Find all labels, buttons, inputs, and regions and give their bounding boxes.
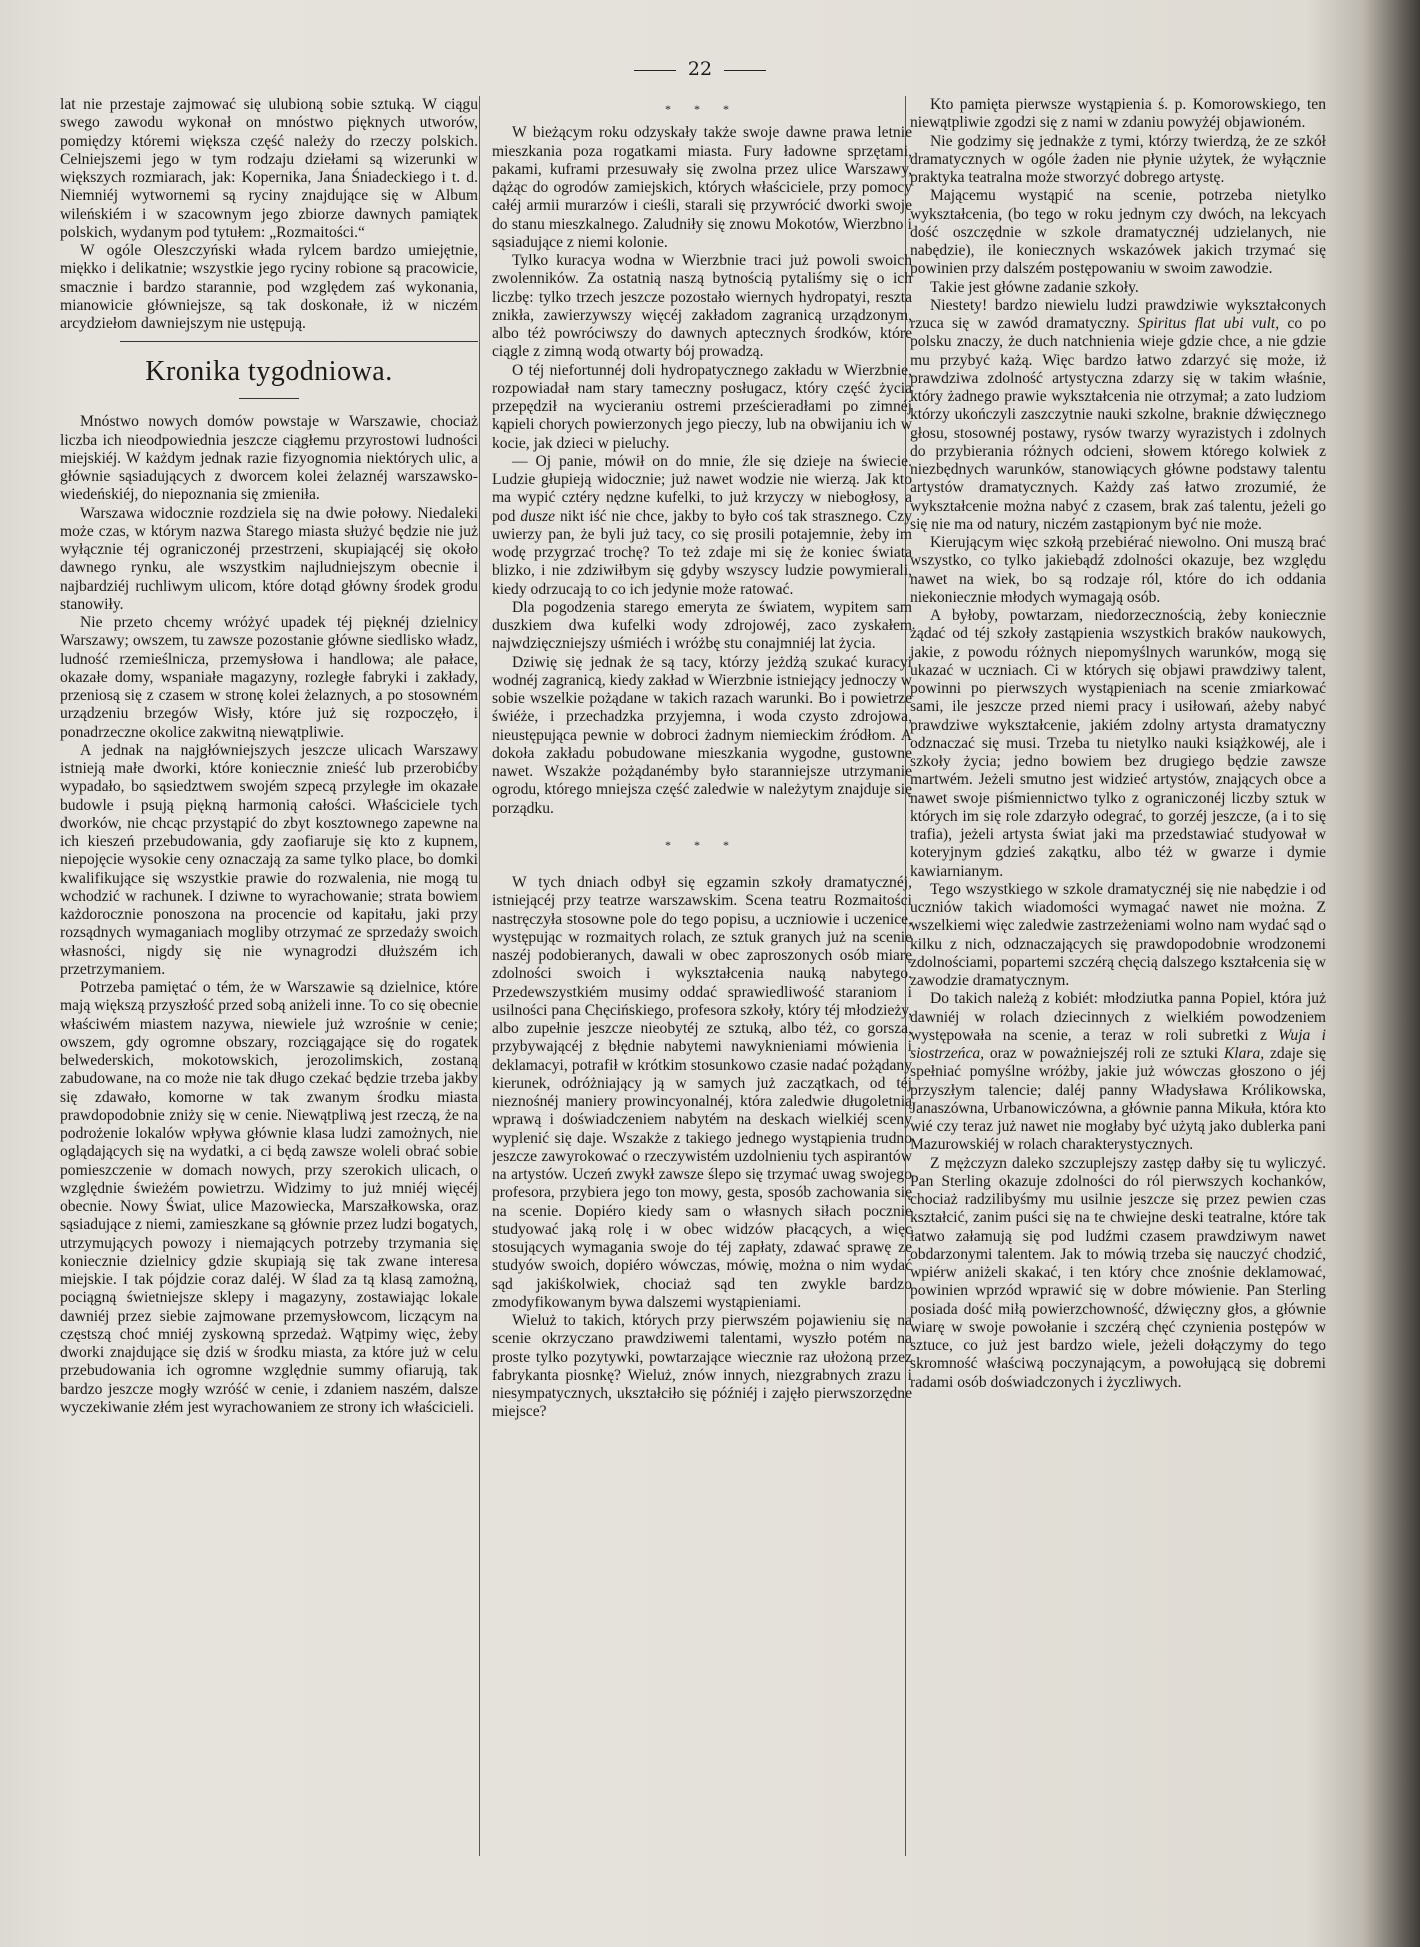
paragraph: A jednak na najgłówniejszych jeszcze ulicach Warszawy istnieją małe dworki, które koniecznie znieść lub przerobićby wypadało, bo sąsiedztwem swojém szpecą przyległe im okazałe budowle i psują piękną harmonią całości. Właściciele tych dworków, nie chcąc przystąpić do zbyt kosztownego zapewne na ich kieszeń przebudowania, gdy zaofiaruje się kto z kupnem, niepojęcie wysokie ceny oznaczają za same tylko place, bo domki kwalifikujące się wszystkie prawie do rozwalenia, nie mogą tu wchodzić w rachunek. I dziwne to wyrachowanie; strata bowiem każdorocznie ponoszona na procencie od kapitału, jaki przy rozsądnych wymaganiach mogliby otrzymać ze sprzedaży swoich własności, nigdy się nie wynagrodzi dłuższém ich przetrzymaniem. [60,741,478,978]
italic-text: dusze [520,507,556,525]
paragraph: W ogóle Oleszczyński włada rylcem bardzo umiejętnie, miękko i delikatnie; wszystkie jego ryciny robione są pracowicie, smacznie i bardzo starannie, pod względem zaś wykonania, mianowicie główniejsze, są tak doskonałe, iż w niczém arcydziełom dawniejszym nie ustępują. [60,242,478,332]
column-divider [479,96,480,1856]
text-run: — Oj panie, mówił on do mnie, źle się dzieje na świecie. Ludzie głupieją widocznie; już nawet wodzie nie wierzą. Jak kto ma wypić cztéry nędzne kufelki, to już krzyczy w niebogłosy, a pod [492,452,912,525]
section-heading: Kronika tygodniowa. [145,356,393,388]
paragraph [910,297,1326,534]
paragraph: Wieluż to takich, których przy pierwszém pojawieniu się na scenie okrzyczano prawdziwemi talentami, wyszło potém na proste tylko pozytywki, powtarzające wiecznie raz ułożoną przez fabrykanta piosnkę? Wieluż, znów innych, niezgrabnych zrazu i niesympatycznych, ukształciło się późniéj i zajęło pierwszorzędne miejsce? [492,1312,912,1421]
paragraph: A byłoby, powtarzam, niedorzecznością, żeby koniecznie żądać od téj szkoły zastąpienia wszystkich braków naukowych, jakie, z powodu różnych niepomyślnych warunków, mogą się ukazać w uczniach. Ci w których się objawi prawdziwy talent, powinni po pierwszych wystąpieniach na scenie zmiarkować sami, ile jeszcze przed niemi pracy i usiłowań, ażeby nabyć prawdziwe wykształcenie, jakiém zdolny artysta dramatyczny odznaczać się musi. Trzeba tu nietylko nauki książkowéj, ale i szkoły życia; jedno bowiem bez drugiego będzie zawsze martwém. Jeżeli smutno jest widzieć artystów, znających obce a nawet swoje piśmiennictwo tylko z ograniczonéj liczby sztuk w których im się role zdarzyło odegrać, to gorzéj jeszcze, (a i to się trafia), jeżeli artysta świat jaki ma przedstawiać studyował w koteryjnym gdzieś zakątku, albo téż w gwarze i dymie kawiarnianym. [910,607,1326,880]
paragraph: Mnóstwo nowych domów powstaje w Warszawie, chociaż liczba ich nieodpowiednia jeszcze ciągłemu przyrostowi ludności miejskiéj. W każdym jednak razie fizyognomia niektórych ulic, a głównie sąsiadujących z dworcem kolei żelaznéj warszawsko-wiedeńskiéj, do niepoznania się zmieniła. [60,413,478,504]
text-run: nikt iść nie chce, jakby to było coś tak strasznego. Czy uwierzy pan, że byli już tacy, co się prosili potajemnie, żeby im wodę przygrzać trochę? To też zdaje mi się że koniec świata blizko, i nie zdziwiłbym się gdyby wszyscy ludzie powymierali, kiedy odrzucają to co ich jedynie może ratować. [492,507,912,598]
paragraph: lat nie przestaje zajmować się ulubioną sobie sztuką. W ciągu swego zawodu wykonał on mnóstwo pięknych utworów, pomiędzy któremi większa część należy do rzeczy polskich. Celniejszemi jego w tym rodzaju dziełami są wizerunki w większych rozmiarach, jak: Kopernika, Jana Śniadeckiego i t. d. Niemniéj wytwornemi są ryciny znajdujące się w Album wileńskiém i w szacownym jego zbiorze dawnych pamiątek polskich, wydanym pod tytułem: „Rozmaitości.“ [60,96,478,241]
paragraph: Warszawa widocznie rozdziela się na dwie połowy. Niedaleki może czas, w którym nazwa Starego miasta służyć będzie nie już wyłącznie téj ograniczonéj przestrzeni, skupiającéj się około dawnego rynku, ale wszystkim najludniejszym obecnie i najbardziéj ruchliwym ulicom, które dotąd główny środek grodu stanowiły. [60,504,478,613]
paragraph: Nie przeto chcemy wróżyć upadek téj pięknéj dzielnicy Warszawy; owszem, tu zawsze pozostanie główne siedlisko władz, ludność rzemieślnicza, przemysłowa i handlowa; ale pałace, okazałe domy, wspaniałe magazyny, rozległe fabryki i zakłady, przeniosą się z czasem w stronę kolei żelaznych, a po stosowném urządzeniu brzegów Wisły, które już się rozpoczęło, i ponadrzeczne okolice zakwitną niewątpliwie. [60,614,478,741]
paragraph: Potrzeba pamiętać o tém, że w Warszawie są dzielnice, które mają większą przyszłość przed sobą aniżeli inne. To co się obecnie właściwém miastem nazywa, niewiele już wzrośnie w cenie; owszem, gdy ogromne obszary, rozciągające się do rogatek belwederskich, mokotowskich, jerozolimskich, zostaną zabudowane, na co może nie tak długo czekać będzie trzeba jakby się zdawało, komorne w tak zwanym środku miasta prawdopodobnie zniży się w cenie. Niewątpliwą jest rzeczą, że na podrożenie lokalów wpływa głównie klasa ludzi zamożnych, nie oglądających się na wydatki, a ci będą zawsze woleli obrać sobie pomieszczenie w domach nowych, przy szerokich ulicach, o względnie świeżém powietrzu. Widzimy to już mniéj więcéj obecnie. Nowy Świat, ulice Mazowiecka, Marszałkowska, oraz sąsiadujące z niemi, zamieszkane są głównie przez ludzi bogatych, utrzymujących powozy i niemających potrzeby trzymania się koniecznie dzielnicy gdzie skupiają się tak zwane interesa miejskie. I tak pójdzie coraz daléj. W ślad za tą klasą zamożną, pociągną świetniejsze sklepy i magazyny, zostawiając lokale dawniéj przez siebie zajmowane przemysłowcom, liczącym na częstszą choć mniéj zyskowną sprzedaż. Wątpimy więc, żeby dworki znajdujące się dziś w środku miasta, za które już w celu przebudowania ich ogromne względnie summy ofiarują, tak bardzo jeszcze mogły wzróść w cenie, i zdaniem naszém, dalsze wyczekiwanie złém jest wyrachowaniem ze strony ich właścicieli. [60,979,478,1416]
heading-rule [239,398,299,399]
paragraph: O téj niefortunnéj doli hydropatycznego zakładu w Wierzbnie, rozpowiadał nam stary tameczny posługacz, który część życia przepędził na wycieraniu ostremi prześcieradłami po zimnéj kąpieli chorych powierzonych jego pieczy, lub na obwijaniu ich w kocie, jak dzieci w pieluchy. [492,361,912,452]
paragraph: W tych dniach odbył się egzamin szkoły dramatycznéj, istniejącéj przy teatrze warszawskim. Scena teatru Rozmaitości nastręczyła stosowne pole do tego popisu, a uczniowie i uczenice, występując w rozmaitych rolach, ze sztuk granych już na scenie naszéj podobieranych, dawali w obec zaproszonych osób miarę zdolności swoich i wykształcenia nauką nabytego. Przedewszystkiém musimy oddać sprawiedliwość staraniom i usilności pana Chęcińskiego, profesora szkoły, który téj młodzieży, albo zupełnie jeszcze nieobytéj ze sztuką, albo téż, co gorsza, przybywającéj z błędnie nabytemi nawyknieniami mówienia i deklamacyi, potrafił w krótkim stosunkowo czasie nadać pożądany kierunek, odróżniający ją w samych już zaczątkach, od téj nieznośnéj maniery prowincyonalnéj, która zaledwie długoletnią wprawą i doświadczeniem nabytém na deskach wielkiéj sceny wyplenić się daje. Wszakże z takiego jednego wystąpienia trudno jeszcze zawyrokować o rzeczywistém uzdolnieniu tych aspirantów na artystów. Uczeń zwykł zawsze ślepo się trzymać uwag swojego profesora, przybiera jego ton mowy, gesta, sposób zachowania się na scenie. Dopiéro kiedy sam o własnych siłach pocznie studyować jaką rolę i w obec widzów płacących, a więc stosujących wymagania swoje do téj zapłaty, zdawać sprawę ze studyów swoich, dopiéro wówczas, mówię, można o nim wydać sąd jakiśkolwiek, chociaż sąd ten zwykle bardzo zmodyfikowanym bywa dalszemi wystąpieniami. [492,874,912,1311]
page-number: 22 [610,58,790,80]
italic-text: Klara, [1223,1045,1265,1062]
paragraph: Tego wszystkiego w szkole dramatycznéj się nie nabędzie i od uczniów takich wiadomości wymagać nawet nie można. Z wszelkiemi więc zaledwie zastrzeżeniami wolno nam wydać sąd o kilku z nich, odznaczających się prawdopodobnie wrodzonemi zdolnościami, popartemi szczérą chęcią dalszego kształcenia się w zawodzie dramatycznym. [910,880,1326,989]
text-run: Niestety! bardzo niewielu ludzi prawdziwie wykształconych rzuca się w zawód dramatyczny. [910,296,1326,332]
section-separator-stars: * * * [665,102,739,116]
paragraph: Kierującym więc szkołą przebiérać niewolno. Oni muszą brać wszystko, co tylko jakiebądź zdolności okazuje, bez względu nawet na wiek, bo są rodzaje ról, które do ich oddania niekoniecznie młodych wymagają osób. [910,534,1326,606]
italic-text: Wuja i siostrzeńca, [910,1026,1326,1062]
paragraph: Nie godzimy się jednakże z tymi, którzy twierdzą, że ze szkół dramatycznych w ogóle żaden nie płynie użytek, że wyłącznie praktyka teatralna może stworzyć dobrego artystę. [910,132,1326,186]
section-rule [120,341,478,342]
text-run: oraz w poważniejszéj roli ze sztuki [984,1045,1224,1062]
paragraph: Dla pogodzenia starego emeryta ze światem, wypitem sam duszkiem dwa kufelki wody zdrojowéj, zaco zyskałem najwdzięczniejszy uśmiéch i wróżbę stu conajmniéj lat życia. [492,598,912,653]
paragraph: Z mężczyzn daleko szczuplejszy zastęp dałby się tu wyliczyć. Pan Sterling okazuje zdolności do ról pierwszych kochanków, chociaż radzilibyśmy mu usilnie jeszcze się przez pewien czas kształcić, zanim puści się na te chwiejne deski teatralne, które tak łatwo załamują się pod ludźmi czasem prawdziwym nawet obdarzonymi talentem. Jak to mówią trzeba się nauczyć chodzić, wpiérw aniżeli skakać, i ten który chce znośnie deklamować, powinien wprzód wprawić się w dobre mówienie. Pan Sterling posiada dość miłą powierzchowność, dźwięczny głos, a głównie wiarę w swoje powołanie i szczérą chęć czynienia postępów w sztuce, co już jest bardzo wiele, jeżeli dołączymy do tego skromność właściwą poczynającym, a powołującą się dobremi radami osób doświadczonych i życzliwych. [910,1154,1326,1391]
column-left [60,96,478,1856]
text-run: Do takich należą z kobiét: młodziutka panna Popiel, która już dawniéj w rolach dziecinnych z wielkiém powodzeniem występowała na scenie, a teraz w roli subretki z [910,990,1326,1044]
text-run: co po polsku znaczy, że duch natchnienia wieje gdzie chce, a nie gdzie mu przybyć każą. Więc bardzo łatwo zdarzyć się może, iż prawdziwa zdolność artystyczna zdarzy się w takim właśnie, który żadnego prawie wykształcenia nie otrzymał; a zato ludziom którzy ukończyli zaszczytnie nauki szkolne, braknie dźwięcznego głosu, stosownéj postawy, rysów twarzy wyrazistych i zdolnych do przybierania różnych odcieni, słowem którego kolwiek z niezbędnych warunków, stanowiących główne podstawy talentu artystów dramatycznych. Każdy zaś łatwo zrozumié, że wykształcenie można nabyć z czasem, brak zaś talentu, jeżeli go się nie ma od natury, niczém zastąpionym być nie może. [910,315,1326,533]
paragraph: W bieżącym roku odzyskały także swoje dawne prawa letnie mieszkania poza rogatkami miasta. Fury ładowne sprzętami, pakami, kuframi przesuwały się zwolna przez ulice Warszawy, dążąc do ogrodów zamiejskich, których właściciele, przy pomocy całéj armii murarzów i cieśli, starali się przywrócić dworki swoje do stanu mieszkalnego. Zaludniły się znowu Mokotów, Wierzbno i sąsiadujące z niemi kolonie. [492,124,912,251]
paragraph: Takie jest główne zadanie szkoły. [930,278,1139,296]
text-run: zdaje się spełniać pomyślne wróżby, jakie już wówczas głoszono o jéj przyszłym talencie; daléj panny Władysława Królikowska, Janaszówna, Urbanowiczówna, a głównie panna Mikuła, która kto wié czy teraz już nawet nie mogłaby być użytą jako dublerka pani Mazurowskiéj w rolach charakterystycznych. [910,1045,1326,1154]
italic-text: Spiritus flat ubi vult, [1137,315,1280,332]
column-middle [492,96,912,1856]
paragraph: Kto pamięta pierwsze wystąpienia ś. p. Komorowskiego, ten niewątpliwie zgodzi się z nami w zdaniu powyżéj objawioném. [910,96,1326,132]
paragraph: Dziwię się jednak że są tacy, którzy jeżdżą szukać kuracyi wodnéj zagranicą, kiedy zakład w Wierzbnie istniejący jednoczy w sobie wszelkie pożądane w takich razach warunki. Bo i powietrze świéże, i przechadzka przyjemna, i woda czysto zdrojowa, nieustępująca pewnie w dobroci żadnym niemieckim źródłom. A dokoła zakładu pobudowane mieszkania wygodne, gustowne nawet. Wszakże pożądanémby było staranniejsze utrzymanie ogrodu, którego mniejsza część zaledwie w należytym znajduje się porządku. [492,653,912,817]
paragraph [492,453,912,599]
section-separator-stars: * * * [665,837,739,852]
paragraph: Mającemu wystąpić na scenie, potrzeba nietylko wykształcenia, (bo tego w roku jednym czy dwóch, na lekcyach dość oszczędnie w szkole dramatycznéj udzielanych, nie nabędzie), ile koniecznych wskazówek jakich trzymać się powinien przy dalszém postępowaniu w swoim zawodzie. [910,187,1326,278]
column-right [910,96,1326,1856]
paragraph: Tylko kuracya wodna w Wierzbnie traci już powoli swoich zwolenników. Za ostatnią naszą bytnością pytaliśmy się o ich liczbę: tylko trzech jeszcze pozostało wiernych hydropatyi, reszta znikła, zawierzywszy więcéj zakładom zagranicą urządzonym, albo téż powróciwszy do dawnych aptecznych środków, które ciągle z zimną wodą otwarty bój prowadzą. [492,252,912,361]
paragraph [910,990,1326,1154]
